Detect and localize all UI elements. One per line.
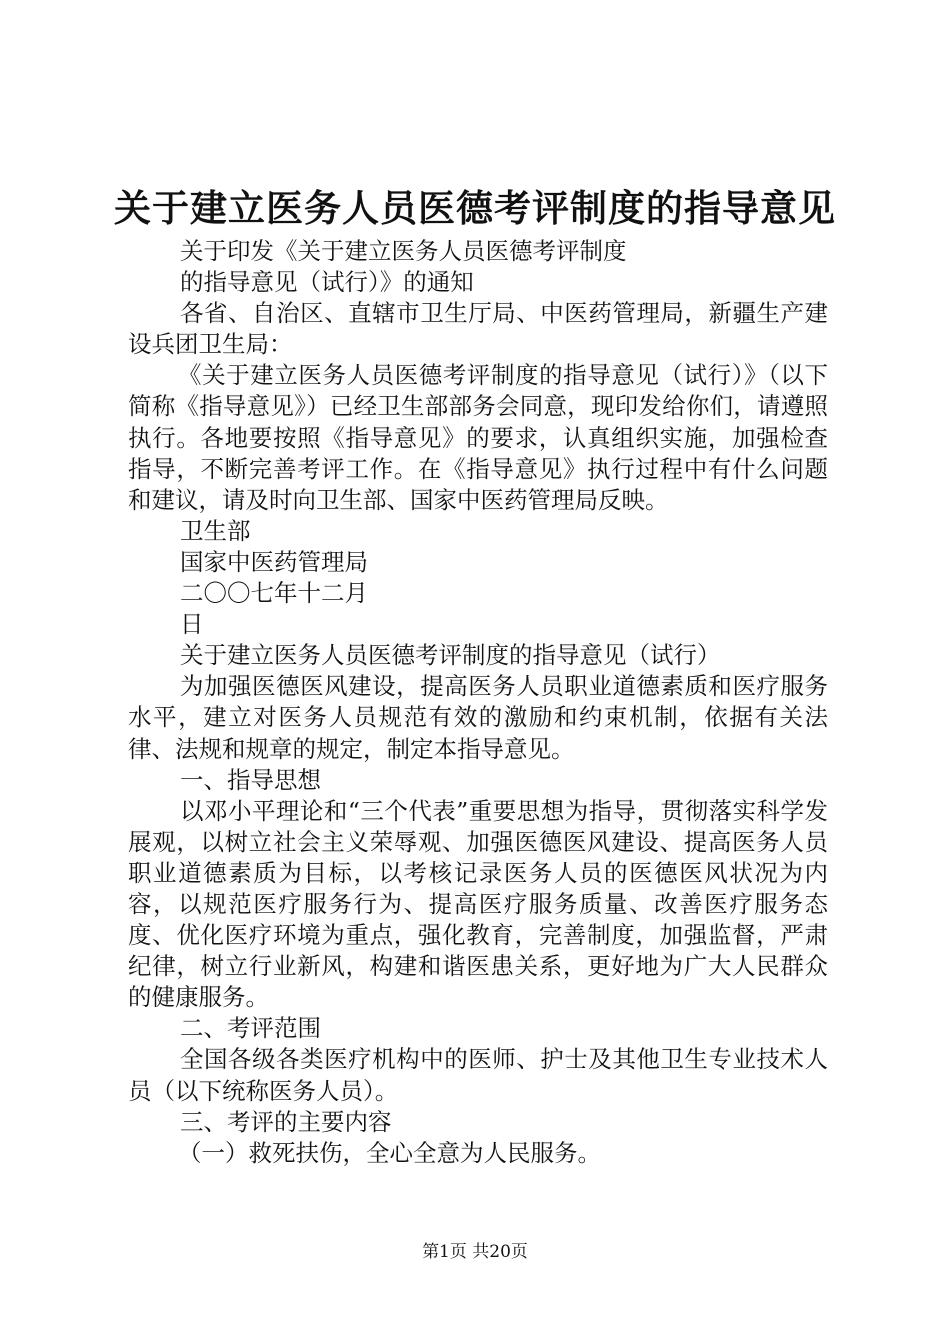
issuer-ministry: 卫生部: [180, 516, 251, 545]
document-title: 关于建立医务人员医德考评制度的指导意见: [114, 187, 836, 230]
opinion-title: 关于建立医务人员医德考评制度的指导意见（试行）: [180, 641, 721, 670]
notice-title-line-2: 的指导意见（试行）》的通知: [180, 268, 474, 297]
page-number-footer: 第1页 共20页: [422, 1242, 528, 1262]
content-item-1: （一）救死扶伤，全心全意为人民服务。: [178, 1138, 601, 1167]
purpose-paragraph: 为加强医德医风建设，提高医务人员职业道德素质和医疗服务水平，建立对医务人员规范有效的激励和约束机制，依据有关法律、法规和规章的规定，制定本指导意见。: [128, 672, 828, 763]
recipients-paragraph: 各省、自治区、直辖市卫生厅局、中医药管理局，新疆生产建设兵团卫生局：: [128, 299, 828, 359]
issuer-administration: 国家中医药管理局: [180, 547, 368, 576]
section-heading-main-content: 三、考评的主要内容: [180, 1107, 392, 1136]
notice-body-paragraph: 《关于建立医务人员医德考评制度的指导意见（试行）》（以下简称《指导意见》）已经卫生部部务会同意，现印发给你们，请遵照执行。各地要按照《指导意见》的要求，认真组织实施，加强检查指导，不断完善考评工作。在《指导意见》执行过程中有什么问题和建议，请及时向卫生部、国家中医药管理局反映。: [128, 361, 828, 514]
document-body: [128, 236, 828, 1169]
section-heading-scope: 二、考评范围: [180, 1014, 321, 1043]
issue-day: 日: [180, 610, 204, 639]
section-heading-guiding-ideology: 一、指导思想: [180, 765, 321, 794]
notice-title-line-1: 关于印发《关于建立医务人员医德考评制度: [180, 237, 627, 265]
scope-paragraph: 全国各级各类医疗机构中的医师、护士及其他卫生专业技术人员（以下统称医务人员）。: [128, 1045, 828, 1105]
guiding-ideology-paragraph: 以邓小平理论和“三个代表”重要思想为指导，贯彻落实科学发展观，以树立社会主义荣辱观、加强医德医风建设、提高医务人员职业道德素质为目标，以考核记录医务人员的医德医风状况为内容，以规范医疗服务行为、提高医疗服务质量、改善医疗服务态度、优化医疗环境为重点，强化教育，完善制度，加强监督，严肃纪律，树立行业新风，构建和谐医患关系，更好地为广大人民群众的健康服务。: [128, 796, 828, 1012]
issue-date: 二〇〇七年十二月: [180, 579, 368, 608]
